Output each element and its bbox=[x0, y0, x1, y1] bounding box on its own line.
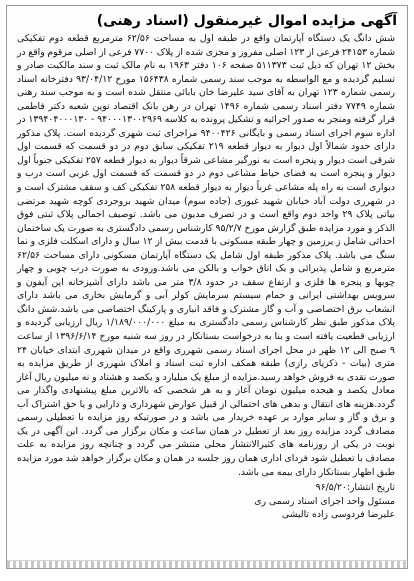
notice-title: آگهی مزایده اموال غیرمنقول (اسناد رهنی) bbox=[96, 13, 397, 29]
notice-body: شش دانگ یک دستگاه آپارتمان واقع در طبقه اول به مساحت ۶۲/۵۶ مترمربع قطعه دوم تفکیکی شماره ۲۴۱۵۳ فرعی از ۱۲۳ اصلی مفروز و مجزی شده از پلاک ۷۷۰۰ فرعی از اصلی مرقوم واقع در بخش ۱۲ تهران که ذیل ثبت ۵۱۱۳۷۳ صفحه ۱۰۶ دفتر ۱۹۶۳ به نام مالک ثبت و سند مالکیت صادر و تسلیم گردیده و مع الواسطه به موجب سند رسمی شماره ۱۵۶۴۳۸ مورخ ۹۳/۰۴/۱۲ دفترخانه اسناد رسمی شماره ۱۲۳ تهران به آقای سید علیرضا خان بابائی منتقل شده است و به موجب سند رهنی شماره ۷۷۴۹ دفتر اسناد رسمی شماره ۱۴۹۶ تهران در رهن بانک اقتصاد نوین شعبه دکتر فاطمی قرار گرفته ومنجر به صدور اجرائیه و تشکیل پرونده به کلاسه ۹۴۰۰۰۱۳۰۰۲۹۶۹ - ۱۳۹۴۰۴۰۰۰۱۳۰ در اداره سوم اجرای اسناد رسمی و بایگانی ۹۴۰۰۴۲۶ مراجرای ثبت شهری گردیده است. پلاک مذکور دارای حدود شمالاً اول دیوار به دیوار قطعه ۲۱۹ تفکیکی سابق دوم در دو قسمت که قسمت اول شرقی است دیوار و پنجره است به نورگیر مشاعی شرقاً دیوار به دیوار قطعه ۲۵۷ تفکیکی جنوباً اول دیوار و پنجره است به فضای حیاط مشاعی دوم در دو قسمت که قسمت اول غربی است درب و دیواری است به راه پله مشاعی غرباً دیوار به دیوار قطعه ۲۵۸ تفکیکی کف و سقف مشترک است و در شهرری دولت آباد خیابان شهید غیوری (جاده سوم) میدان شهید بروجردی کوچه شهید مرتضی بیاتی پلاک ۲۹ واحد دوم واقع است و در تصرف مدیون می باشد. توصیف اجمالی پلاک ثبتی فوق الذکر و مورد مزایده طبق گزارش مورخ ۹۵/۲/۷ کارشناس رسمی دادگستری به صورت یک ساختمان احداثی شامل ز یرزمین و چهار طبقه مسکونی با قدمت بیش از ۱۲ سال و دارای اسکلت فلزی و نما سنگ می باشد. پلاک مذکور طبقه اول شامل یک دستگاه آپارتمان مسکونی دارای مساحت ۶۲/۵۶ مترمربع و شامل پذیرائی و یک اتاق خواب و بالکن می باشد.ورودی به صورت درب چوبی و چهار چوبها و پنجره ها فلزی و ارتفاع سقف در حدود ۳/۸ متر می باشد دارای آشپزخانه اپن آیفون و سرویس بهداشتی ایرانی و حمام سیستم سرمایش کولر آبی و گرمایش بخاری می باشد دارای انشعاب برق اختصاصی و آب و گاز مشترک و فاقد انباری و پارکینگ اختصاصی می باشد.شش دانگ پلاک مذکور طبق نظر کارشناس رسمی دادگستری به مبلغ ۱/۱۸۹/۰۰۰/۰۰۰ ریال ارزیابی گردیده و ارزیابی قطعیت یافته است و بنا به درخواست بستانکار در روز سه شنبه مورخ ۱۳۹۶/۶/۱۴ از ساعت ۹ صبح الی ۱۲ ظهر در محل اجرای اسناد رسمی شهرری واقع در میدان شهرری ابتدای خیابان ۲۴ متری (بیات - ذکریای رازی) طبقه همکف اداره ثبت اسناد و املاک شهرری از طریق مزایده به صورت نقدی به فروش خواهد رسید.مزایده از مبلغ یک میلیارد و یکصد و هشتاد و نه میلیون ریال آغاز معادل یکصد و هیجده میلیون تومان آغاز و به هر شخصی که بالاترین مبلغ پیشنهادی واگذار می گردد.هزینه های انتقال و بدهی های احتمالی از قبیل عوارض شهرداری و دارایی و یا حق اشتراک آب و برق و گاز و سایر موارد بر عهده خریدار می باشد و در صورتیکه روز مزایده با تعطیلی رسمی مصادف گردد مزایده روز بعد از تعطیل در همان ساعت و مکان برگزار می گردد. این آگهی در یک نوبت در یکی از روزنامه های کثیرالانتشار محلی منتشر می گردد و چنانچه روز مزایده به علت مصادف با تعطیل شود فردای اداری همان روز جلسه در همان و مکان برگزار خواهد شد مورد مزایده طبق اظهار بستانکار دارای بیمه می باشد. bbox=[17, 33, 396, 478]
notice-footer bbox=[7, 479, 407, 522]
bottom-border-decoration bbox=[7, 560, 407, 568]
publish-date: تاریخ انتشار:۹۶/۵/۲۰ bbox=[315, 482, 395, 494]
auction-notice bbox=[6, 5, 408, 569]
signer-title: مسئول واحد اجرای اسناد رسمی ری bbox=[254, 495, 395, 507]
signer-name: علیرضا فردوسی زاده تالیشی bbox=[281, 509, 395, 521]
